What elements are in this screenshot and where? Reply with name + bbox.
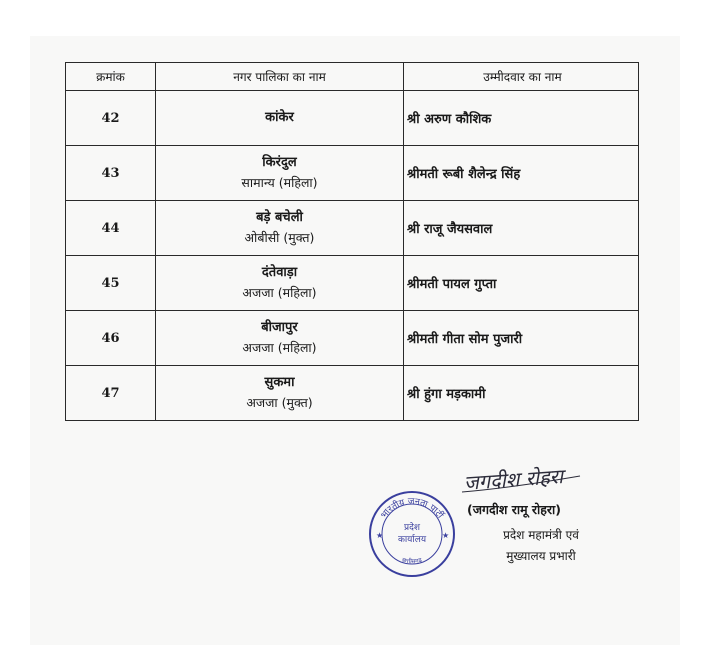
municipality-cell — [156, 146, 404, 201]
table-row — [66, 146, 639, 201]
signatory-title-line2: मुख्यालय प्रभारी — [506, 549, 576, 563]
header-candidate: उम्मीदवार का नाम — [404, 63, 639, 91]
municipality-cell — [156, 201, 404, 256]
table-row — [66, 311, 639, 366]
header-serial: क्रमांक — [66, 63, 156, 91]
candidate-cell: श्री अरुण कौशिक — [404, 91, 639, 146]
party-seal — [366, 488, 458, 580]
signatory-name: (जगदीश रामू रोहरा) — [467, 502, 561, 517]
table-row — [66, 366, 639, 421]
candidate-cell: श्री हुंगा मड़कामी — [404, 366, 639, 421]
municipality-name: दंतेवाड़ा — [261, 265, 298, 280]
table-header-row — [66, 63, 639, 91]
signature-image — [460, 462, 610, 498]
candidate-cell: श्रीमती गीता सोम पुजारी — [404, 311, 639, 366]
reservation-category: अजजा (महिला) — [242, 340, 317, 355]
municipality-cell — [156, 91, 404, 146]
municipality-name: किरंदुल — [262, 155, 297, 170]
municipality-name: बीजापुर — [261, 320, 298, 335]
reservation-category: ओबीसी (मुक्त) — [244, 230, 315, 245]
table-row — [66, 91, 639, 146]
seal-center-line2: कार्यालय — [397, 535, 427, 545]
municipality-cell — [156, 311, 404, 366]
reservation-category: अजजा (मुक्त) — [246, 395, 313, 410]
header-municipality: नगर पालिका का नाम — [156, 63, 404, 91]
signature-text: जगदीश रोहरा — [463, 464, 564, 495]
seal-bottom-text: छत्तीसगढ़ — [401, 556, 423, 566]
seal-top-text: भारतीय जनता पार्टी — [379, 496, 445, 521]
seal-star-icon: ★ — [442, 531, 450, 540]
candidate-cell: श्रीमती पायल गुप्ता — [404, 256, 639, 311]
serial-number-cell: 43 — [66, 146, 156, 201]
serial-number-cell: 45 — [66, 256, 156, 311]
signatory-title-line1: प्रदेश महामंत्री एवं — [503, 528, 579, 542]
table-row — [66, 201, 639, 256]
candidate-table — [65, 62, 639, 421]
municipality-name: सुकमा — [264, 375, 295, 390]
table-row — [66, 256, 639, 311]
serial-number-cell: 42 — [66, 91, 156, 146]
municipality-cell — [156, 366, 404, 421]
reservation-category: सामान्य (महिला) — [241, 175, 318, 190]
seal-center-line1: प्रदेश — [403, 523, 421, 533]
seal-star-icon: ★ — [376, 531, 384, 540]
reservation-category: अजजा (महिला) — [242, 285, 317, 300]
serial-number-cell: 44 — [66, 201, 156, 256]
candidate-cell: श्री राजू जैयसवाल — [404, 201, 639, 256]
svg-text:छत्तीसगढ़ — [401, 557, 423, 566]
municipality-name: बड़े बचेली — [256, 210, 303, 225]
serial-number-cell: 47 — [66, 366, 156, 421]
municipality-name: कांकेर — [265, 110, 294, 125]
candidate-cell: श्रीमती रूबी शैलेन्द्र सिंह — [404, 146, 639, 201]
serial-number-cell: 46 — [66, 311, 156, 366]
municipality-cell — [156, 256, 404, 311]
